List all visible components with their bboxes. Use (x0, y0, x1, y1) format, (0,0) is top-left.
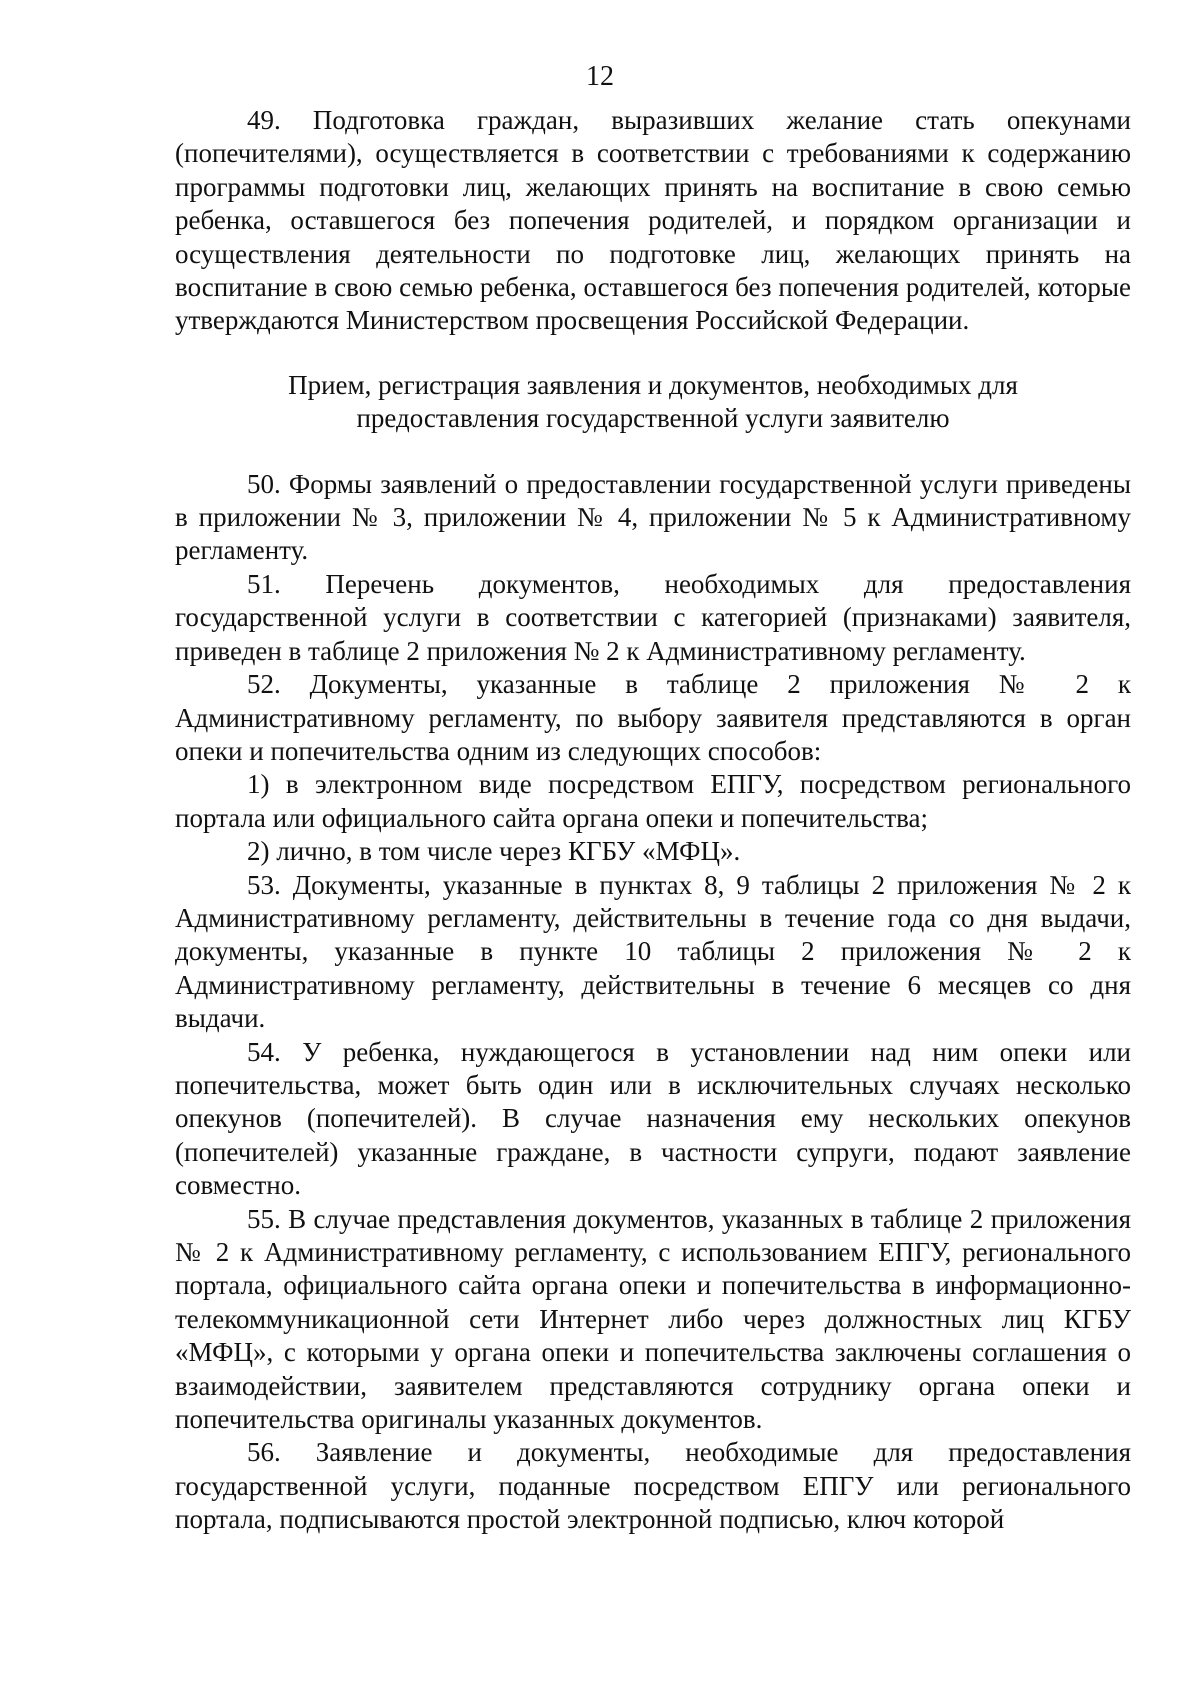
section-heading-line-1: Прием, регистрация заявления и документов, необходимых для (288, 369, 1018, 400)
paragraph-53: 53. Документы, указанные в пунктах 8, 9 таблицы 2 приложения № 2 к Административному регламенту, действительны в течение года со дня выдачи, документы, указанные в пункте 10 таблицы 2 приложения № 2 к Административному регламенту, действительны в течение 6 месяцев со дня выдачи. (175, 869, 1131, 1034)
paragraph-49: 49. Подготовка граждан, выразивших желание стать опекунами (попечителями), осуществляется в соответствии с требованиями к содержанию программы подготовки лиц, желающих принять на воспитание в свою семью ребенка, оставшегося без попечения родителей, и порядком организации и осуществления деятельности по подготовке лиц, желающих принять на воспитание в свою семью ребенка, оставшегося без попечения родителей, которые утверждаются Министерством просвещения Российской Федерации. (175, 105, 1131, 336)
section-heading-line-2: предоставления государственной услуги заявителю (356, 403, 950, 434)
paragraph-55: 55. В случае представления документов, указанных в таблице 2 приложения № 2 к Административному регламенту, с использованием ЕПГУ, регионального портала, официального сайта органа опеки и попечительства в информационно-телекоммуникационной сети Интернет либо через должностных лиц КГБУ «МФЦ», с которыми у органа опеки и попечительства заключены соглашения о взаимодействии, заявителем представляются сотруднику органа опеки и попечительства оригиналы указанных документов. (175, 1203, 1131, 1435)
paragraph-51: 51. Перечень документов, необходимых для предоставления государственной услуги в соответствии с категорией (признаками) заявителя, приведен в таблице 2 приложения № 2 к Административному регламенту. (175, 568, 1131, 666)
paragraph-50: 50. Формы заявлений о предоставлении государственной услуги приведены в приложении № 3, приложении № 4, приложении № 5 к Административному регламенту. (175, 468, 1131, 566)
paragraph-52-item-1: 1) в электронном виде посредством ЕПГУ, посредством регионального портала или официального сайта органа опеки и попечительства; (175, 769, 1131, 833)
paragraph-54: 54. У ребенка, нуждающегося в установлении над ним опеки или попечительства, может быть один или в исключительных случаях несколько опекунов (попечителей). В случае назначения ему нескольких опекунов (попечителей) указанные граждане, в частности супруги, подают заявление совместно. (175, 1036, 1131, 1201)
paragraph-56: 56. Заявление и документы, необходимые для предоставления государственной услуги, поданные посредством ЕПГУ или регионального портала, подписываются простой электронной подписью, ключ которой (175, 1437, 1131, 1535)
section-heading (175, 369, 1131, 436)
document-body (175, 104, 1131, 1537)
paragraph-52-item-2: 2) лично, в том числе через КГБУ «МФЦ». (247, 836, 741, 867)
page-number: 12 (586, 61, 614, 92)
paragraph-52: 52. Документы, указанные в таблице 2 приложения № 2 к Административному регламенту, по выбору заявителя представляются в орган опеки и попечительства одним из следующих способов: (175, 669, 1131, 766)
